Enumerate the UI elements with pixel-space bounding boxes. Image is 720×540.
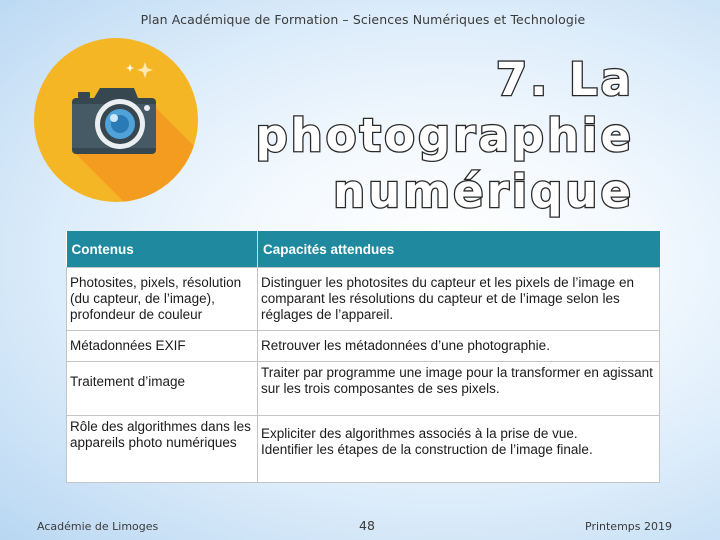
cell-capacities [258,331,660,362]
camera-icon [34,38,198,202]
capacity-line: Distinguer les photosites du capteur et les pixels de l’image en comparant les résolutions du capteur et de l’image selon les réglages de l’appareil. [261,275,634,322]
cell-capacities [258,268,660,331]
title-line-2: numérique [333,165,634,218]
capacity-line: Expliciter des algorithmes associés à la prise de vue. [261,426,578,441]
table-row [67,362,660,416]
table-header-row [67,231,660,268]
cell-capacities [258,416,660,483]
capacity-line: Identifier les étapes de la construction de l’image finale. [261,442,593,457]
column-header-contenus: Contenus [67,231,258,268]
column-header-capacites: Capacités attendues [258,231,660,268]
program-table [66,231,660,483]
camera-logo [34,38,198,202]
cell-capacities [258,362,660,416]
table-row [67,268,660,331]
slide-title [204,52,634,220]
program-table-container [66,231,659,483]
title-line-1: 7. La photographie [255,53,634,162]
cell-content: Traitement d’image [67,362,258,416]
cell-content: Photosites, pixels, résolution (du capteur, de l’image), profondeur de couleur [67,268,258,331]
page-number: 48 [359,518,375,533]
footer-date: Printemps 2019 [585,520,672,533]
cell-content: Métadonnées EXIF [67,331,258,362]
footer-academy: Académie de Limoges [37,520,159,533]
table-row [67,331,660,362]
page-header: Plan Académique de Formation – Sciences Numériques et Technologie [140,12,586,27]
table-row [67,416,660,483]
capacity-line: Retrouver les métadonnées d’une photographie. [261,338,550,353]
capacity-line: Traiter par programme une image pour la transformer en agissant sur les trois composantes de ses pixels. [261,365,653,396]
cell-content: Rôle des algorithmes dans les appareils photo numériques [67,416,258,483]
